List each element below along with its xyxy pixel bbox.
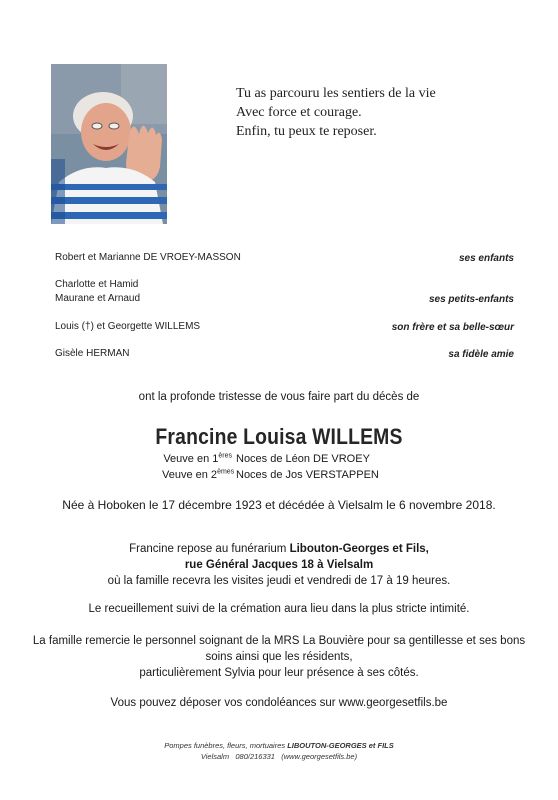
marriage-line (0, 452, 558, 466)
thanks-line: La famille remercie le personnel soignant de la MRS La Bouvière pour sa gentillesse et ses bons (32, 635, 526, 647)
funeral-home-name: Libouton-Georges et Fils, (289, 543, 429, 555)
family-relation: ses petits-enfants (428, 294, 514, 305)
thanks-line: soins ainsi que les résidents, (205, 651, 353, 663)
deceased-name: Francine Louisa WILLEMS (155, 424, 403, 449)
marriage-sup: èmes (217, 468, 235, 476)
condolences-text: Vous pouvez déposer vos condoléances sur www.georgesetfils.be (110, 697, 448, 709)
family-relation: son frère et sa belle-sœur (391, 322, 514, 333)
footer-contact: Vielsalm 080/216331 (www.georgesetfils.be) (200, 752, 358, 761)
announcement-text: ont la profonde tristesse de vous faire part du décès de (138, 391, 420, 403)
family-names: Robert et Marianne DE VROEY-MASSON (55, 252, 241, 263)
family-names (55, 278, 140, 306)
marriage-label: Noces de Léon DE VROEY (236, 453, 370, 465)
family-relation: sa fidèle amie (448, 349, 514, 360)
footer-text: Pompes funèbres, fleurs, mortuaires (164, 741, 288, 750)
portrait-image (51, 64, 167, 224)
family-names: Gisèle HERMAN (55, 348, 130, 359)
footer-line (0, 740, 558, 751)
marriage-line (0, 468, 558, 482)
family-name-line: Maurane et Arnaud (55, 293, 141, 304)
funeral-home-address: rue Général Jacques 18 à Vielsalm (184, 559, 374, 571)
repose-text: Francine repose au funérarium (129, 543, 290, 555)
family-name-line: Charlotte et Hamid (55, 279, 139, 290)
footer-company: LIBOUTON-GEORGES et FILS (287, 741, 394, 750)
marriage-sup: ères (218, 452, 232, 460)
poem-line: Avec force et courage. (236, 105, 362, 120)
repose-line (0, 541, 558, 557)
poem-line: Tu as parcouru les sentiers de la vie (236, 86, 436, 101)
visiting-hours: où la famille recevra les visites jeudi et vendredi de 17 à 19 heures. (107, 575, 451, 587)
marriage-prefix: Veuve en 2 (162, 469, 218, 481)
marriage-prefix: Veuve en 1 (163, 453, 219, 465)
portrait-photo (51, 64, 167, 224)
poem-line: Enfin, tu peux te reposer. (236, 124, 377, 139)
ceremony-text: Le recueillement suivi de la crémation aura lieu dans la plus stricte intimité. (88, 603, 470, 615)
thanks-line: particulièrement Sylvia pour leur présence à ses côtés. (139, 667, 419, 679)
poem (236, 84, 436, 141)
family-names: Louis (†) et Georgette WILLEMS (55, 321, 201, 332)
marriage-label: Noces de Jos VERSTAPPEN (236, 469, 379, 481)
family-relation: ses enfants (458, 253, 514, 264)
birth-death-text: Née à Hoboken le 17 décembre 1923 et décédée à Vielsalm le 6 novembre 2018. (62, 498, 496, 512)
